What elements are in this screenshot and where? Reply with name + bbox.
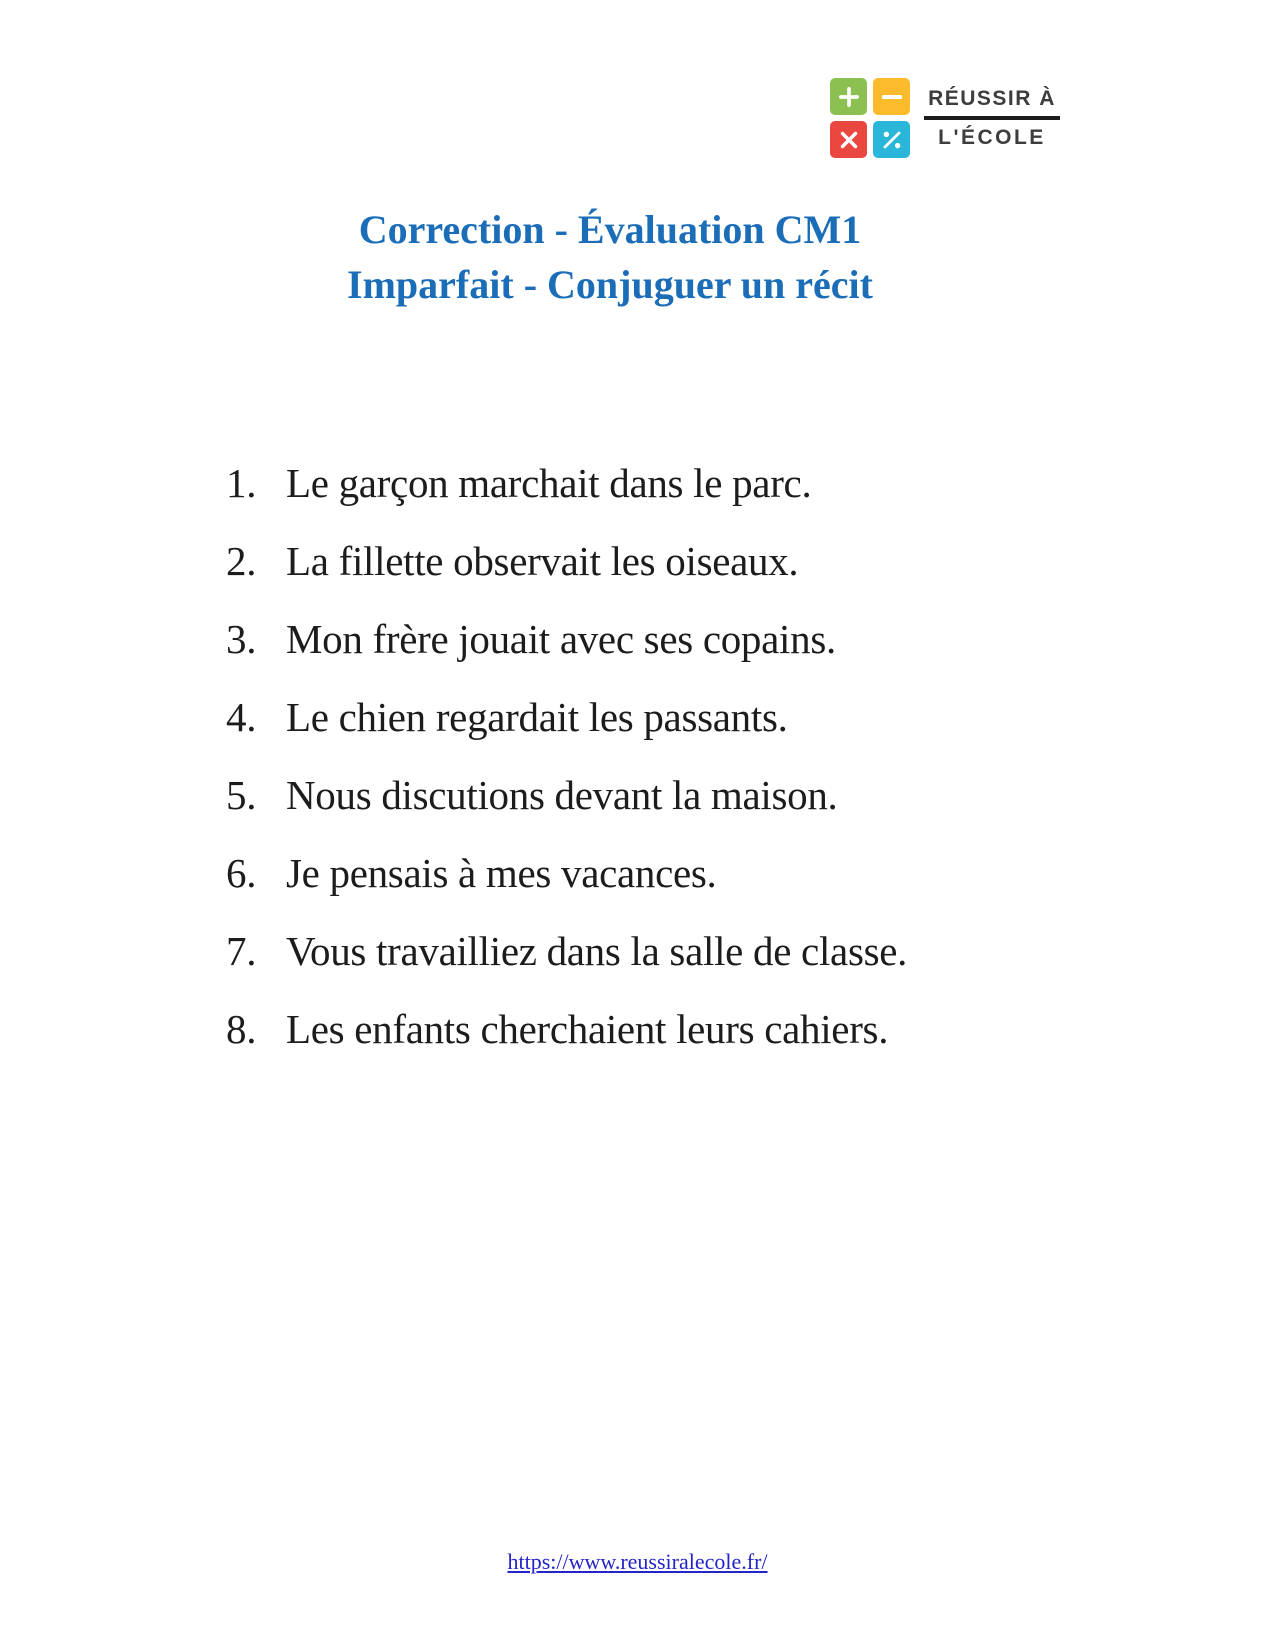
list-item: [226, 770, 1275, 820]
title-line-1: Correction - Évaluation CM1: [358, 207, 862, 252]
logo-symbol-grid: [830, 78, 910, 158]
brand-logo: [830, 78, 1060, 158]
item-text: Mon frère jouait avec ses copains.: [286, 616, 836, 662]
item-number: 7.: [226, 928, 257, 974]
item-text: Le chien regardait les passants.: [286, 694, 788, 740]
item-number: 5.: [226, 772, 257, 818]
list-item: [226, 1004, 1275, 1054]
item-text: La fillette observait les oiseaux.: [286, 538, 799, 584]
item-text: Je pensais à mes vacances.: [286, 850, 717, 896]
plus-icon: [830, 78, 867, 115]
item-text: Nous discutions devant la maison.: [286, 772, 838, 818]
list-item: [226, 692, 1275, 742]
item-number: 6.: [226, 850, 257, 896]
list-item: [226, 458, 1275, 508]
item-number: 2.: [226, 538, 257, 584]
website-link[interactable]: https://www.reussiralecole.fr/: [507, 1549, 768, 1574]
multiply-icon: [830, 121, 867, 158]
divide-icon: [873, 121, 910, 158]
list-item: [226, 536, 1275, 586]
item-text: Les enfants cherchaient leurs cahiers.: [286, 1006, 889, 1052]
item-number: 3.: [226, 616, 257, 662]
minus-icon: [873, 78, 910, 115]
brand-name: [924, 87, 1060, 150]
item-text: Le garçon marchait dans le parc.: [286, 460, 812, 506]
list-item: [226, 614, 1275, 664]
item-number: 8.: [226, 1006, 257, 1052]
brand-rule: [924, 116, 1060, 120]
page-footer: [0, 1549, 1275, 1575]
item-number: 1.: [226, 460, 257, 506]
list-item: [226, 848, 1275, 898]
item-number: 4.: [226, 694, 257, 740]
item-text: Vous travailliez dans la salle de classe.: [286, 928, 908, 974]
sentence-list: [226, 458, 1275, 1054]
page-title: [0, 0, 1275, 312]
brand-name-bottom: L'ÉCOLE: [938, 125, 1046, 149]
title-line-2: Imparfait - Conjuguer un récit: [347, 262, 873, 307]
list-item: [226, 926, 1275, 976]
brand-name-top: RÉUSSIR À: [928, 86, 1056, 110]
